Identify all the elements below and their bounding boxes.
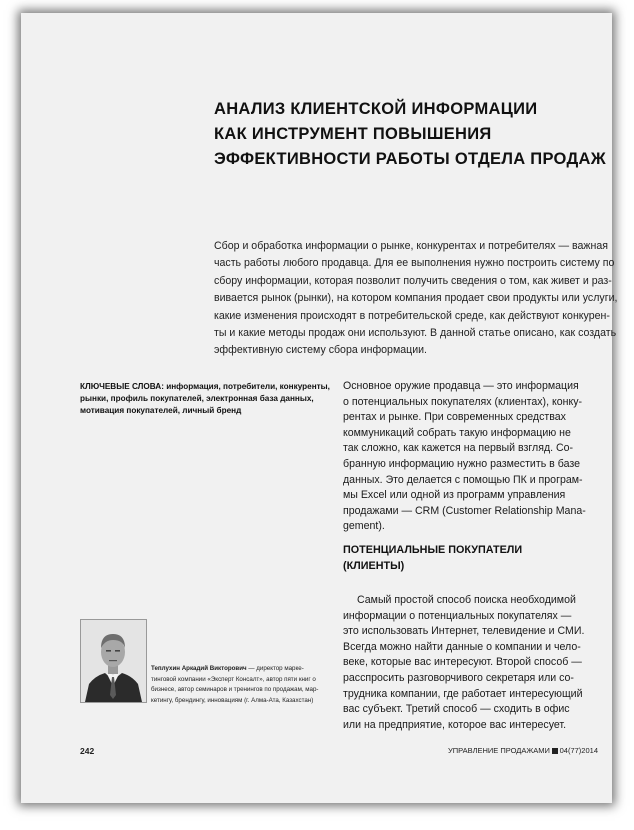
body-line: рентах и рынке. При современных средствах (343, 411, 566, 424)
body-line: о потенциальных покупателях (клиентах), конку- (343, 395, 583, 408)
body-line: это использовать Интернет, телевидение и СМИ. (343, 625, 585, 638)
body-line: Самый простой способ поиска необходимой (357, 594, 576, 606)
section-heading-line: ПОТЕНЦИАЛЬНЫЕ ПОКУПАТЕЛИ (343, 544, 523, 556)
author-bio-line: бизнесе, автор семинаров и тренингов по продажам, мар- (151, 686, 319, 694)
body-line: вас субъект. Третий способ — сходить в офис (343, 703, 570, 716)
body-line: коммуникаций собрать такую информацию не (343, 426, 571, 439)
lead-paragraph (214, 238, 618, 360)
author-bio (151, 664, 329, 706)
lead-line: часть работы любого продавца. Для ее выполнения нужно построить систему по (214, 257, 615, 270)
body-line: gement). (343, 520, 385, 533)
section-heading (343, 543, 593, 574)
body-line: Всегда можно найти данные о компании и чело- (343, 640, 581, 653)
keywords-line: КЛЮЧЕВЫЕ СЛОВА: информация, потребители, конкуренты, (80, 382, 330, 391)
article-title (214, 97, 606, 172)
lead-line: вивается рынок (рынки), на котором компания продает свои продукты или услуги, (214, 292, 618, 305)
body-line: веке, которые вас интересуют. Второй способ — (343, 656, 582, 669)
footer-journal (448, 746, 598, 755)
lead-line: сбору информации, которая позволит получить сведения о том, как живет и раз- (214, 274, 612, 287)
journal-issue: 04(77)2014 (559, 746, 598, 755)
author-photo (80, 619, 147, 703)
magazine-page (21, 13, 618, 803)
title-line: ЭФФЕКТИВНОСТИ РАБОТЫ ОТДЕЛА ПРОДАЖ (214, 150, 606, 168)
body-line: информации о потенциальных покупателях — (343, 609, 572, 622)
lead-line: ты и какие методы продаж они используют. В данной статье описано, как создать (214, 327, 617, 340)
page-number: 242 (80, 746, 95, 756)
author-bio-line (151, 664, 329, 675)
title-line: КАК ИНСТРУМЕНТ ПОВЫШЕНИЯ (214, 125, 492, 143)
author-role: — директор марке- (246, 665, 304, 672)
keywords-block (80, 381, 340, 418)
body-line: данных. Это делается с помощью ПК и програм- (343, 473, 583, 486)
body-line: или на предприятие, которое вас интересует. (343, 718, 567, 731)
lead-line: Сбор и обработка информации о рынке, конкурентах и потребителях — важная (214, 240, 608, 252)
body-line: трудника компании, где работает интересующий (343, 687, 583, 700)
body-line: мы Excel или одной из программ управления (343, 489, 566, 502)
body-line: так сложно, как кажется на первый взгляд. Со- (343, 442, 574, 455)
square-separator-icon (552, 748, 558, 754)
lead-line: эффективную систему сбора информации. (214, 344, 427, 357)
title-line: АНАЛИЗ КЛИЕНТСКОЙ ИНФОРМАЦИИ (214, 100, 538, 118)
journal-name: УПРАВЛЕНИЕ ПРОДАЖАМИ (448, 746, 550, 755)
keywords-line: рынки, профиль покупателей, электронная база данных, (80, 394, 314, 404)
section-heading-line: (КЛИЕНТЫ) (343, 559, 405, 572)
author-name: Теплухин Аркадий Викторович (151, 665, 247, 672)
keywords-line: мотивация покупателей, личный бренд (80, 406, 242, 416)
lead-line: какие изменения происходят в потребительской среде, как действуют конкурен- (214, 309, 610, 322)
body-text-section (343, 593, 593, 733)
body-line: Основное оружие продавца — это информация (343, 380, 579, 392)
author-portrait-image (81, 620, 146, 702)
body-line: расспросить разговорчивого секретаря или со- (343, 671, 574, 684)
body-line: продажами — CRM (Customer Relationship Mana- (343, 504, 586, 517)
body-line: бранную информацию нужно разместить в базе (343, 457, 580, 470)
body-text-intro (343, 379, 593, 535)
author-bio-line: кетингу, брендингу, инновациям (г. Алма-Ата, Казахстан) (151, 696, 314, 704)
author-bio-line: тинговой компании «Эксперт Консалт», автор пяти книг о (151, 675, 316, 683)
